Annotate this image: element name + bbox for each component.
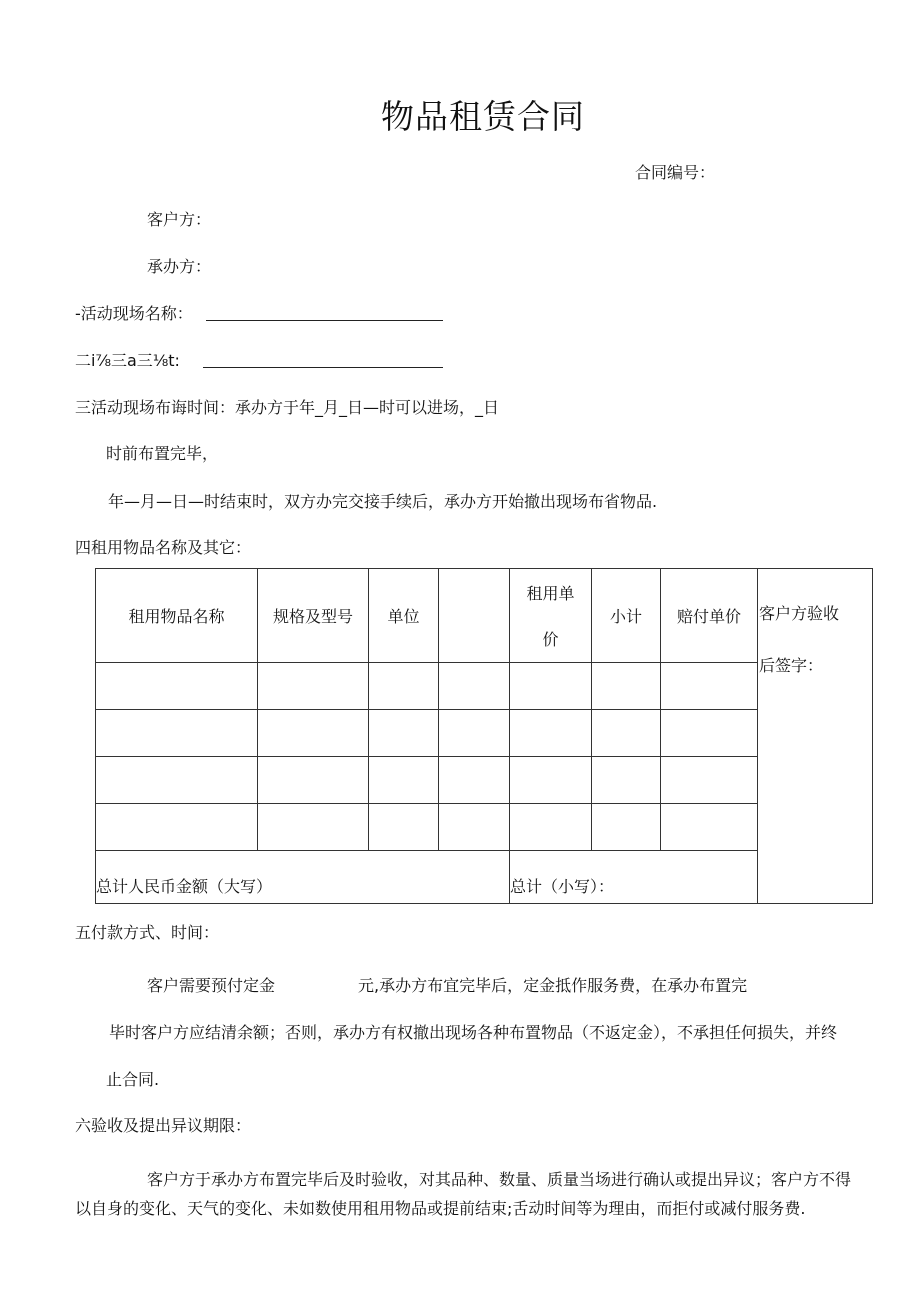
acceptance-line-2: 以自身的变化、天气的变化、未如数使用租用物品或提前结束;舌动时间等为理由，而拒付或减付服务费.: [75, 1199, 806, 1218]
page-title: 物品租赁合同: [381, 97, 585, 136]
table-cell[interactable]: [510, 710, 592, 757]
payment-line-3: 止合同.: [106, 1070, 160, 1089]
header-blank: [439, 569, 510, 663]
table-cell[interactable]: [369, 663, 439, 710]
table-row: [96, 804, 873, 851]
table-cell[interactable]: [369, 804, 439, 851]
item-two-blank: [203, 367, 443, 368]
header-rental-price: 租用单 价: [510, 569, 592, 663]
table-row: [96, 710, 873, 757]
contract-number-label: 合同编号：: [635, 163, 716, 182]
table-cell[interactable]: [439, 804, 510, 851]
header-subtotal: 小计: [592, 569, 661, 663]
table-cell[interactable]: [258, 804, 369, 851]
item-two-label: 二i⅞三a三⅛t:: [75, 351, 180, 370]
table-cell[interactable]: [592, 710, 661, 757]
customer-signature-cell[interactable]: 客户方验收 后签字：: [758, 569, 873, 904]
rental-items-heading: 四租用物品名称及其它：: [75, 538, 252, 557]
table-cell[interactable]: [439, 663, 510, 710]
table-cell[interactable]: [258, 710, 369, 757]
setup-time-line-2: 时前布置完毕，: [106, 444, 219, 463]
header-unit: 单位: [369, 569, 439, 663]
payment-line-1b: 元,承办方布宜完毕后，定金抵作服务费，在承办布置完: [358, 976, 748, 995]
table-cell[interactable]: [661, 757, 758, 804]
table-cell[interactable]: [661, 804, 758, 851]
table-total-row: [96, 851, 873, 904]
table-cell[interactable]: [96, 757, 258, 804]
setup-time-line-3: 年—月—日—时结束时，双方办完交接手续后，承办方开始撤出现场布省物品.: [108, 492, 658, 511]
table-cell[interactable]: [661, 663, 758, 710]
event-venue-name-blank: [206, 320, 443, 321]
payment-line-1a: 客户需要预付定金: [147, 976, 276, 995]
table-header-row: [96, 569, 873, 663]
table-cell[interactable]: [592, 663, 661, 710]
table-cell[interactable]: [661, 710, 758, 757]
table-row: [96, 663, 873, 710]
table-cell[interactable]: [592, 757, 661, 804]
table-cell[interactable]: [510, 663, 592, 710]
table-cell[interactable]: [369, 757, 439, 804]
table-row: [96, 757, 873, 804]
table-cell[interactable]: [258, 663, 369, 710]
total-amount-upper-cell[interactable]: 总计人民币金额（大写）: [96, 851, 510, 904]
table-cell[interactable]: [439, 757, 510, 804]
table-cell[interactable]: [369, 710, 439, 757]
contractor-label: 承办方：: [147, 257, 212, 276]
rental-items-table: [95, 568, 873, 904]
acceptance-heading: 六验收及提出异议期限：: [75, 1116, 252, 1135]
table-cell[interactable]: [96, 663, 258, 710]
acceptance-line-1: 客户方于承办方布置完毕后及时验收，对其品种、数量、质量当场进行确认或提出异议；客户方不得: [147, 1170, 852, 1189]
header-compensation-price: 赔付单价: [661, 569, 758, 663]
header-item-name: 租用物品名称: [96, 569, 258, 663]
table-cell[interactable]: [258, 757, 369, 804]
table-cell[interactable]: [592, 804, 661, 851]
table-cell[interactable]: [510, 804, 592, 851]
total-amount-lower-cell[interactable]: 总计（小写）：: [510, 851, 758, 904]
table-cell[interactable]: [96, 804, 258, 851]
table-cell[interactable]: [96, 710, 258, 757]
event-venue-name-label: -活动现场名称：: [75, 304, 193, 323]
header-spec: 规格及型号: [258, 569, 369, 663]
table-cell[interactable]: [439, 710, 510, 757]
payment-line-2: 毕时客户方应结清余额；否则，承办方有权撤出现场各种布置物品（不返定金），不承担任何损失，并终: [109, 1023, 838, 1042]
setup-time-line-1: 三活动现场布诲时间：承办方于年_月_日—时可以进场，_日: [75, 398, 500, 417]
table-cell[interactable]: [510, 757, 592, 804]
payment-heading: 五付款方式、时间：: [75, 923, 220, 942]
customer-label: 客户方：: [147, 210, 212, 229]
